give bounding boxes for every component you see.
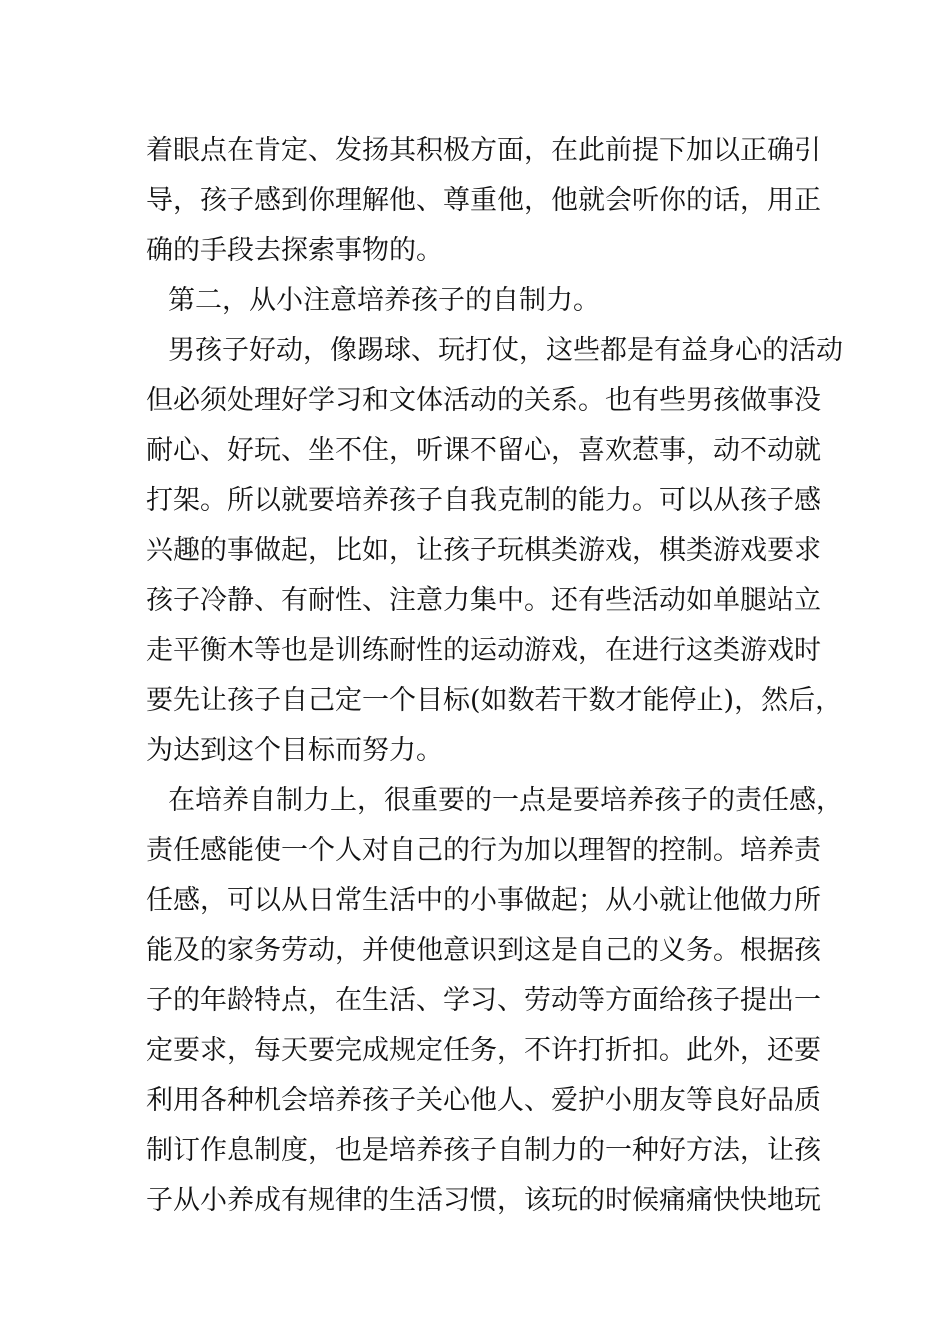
- text-line: 子从小养成有规律的生活习惯，该玩的时候痛痛快快地玩: [146, 1185, 821, 1216]
- text-line: 在培养自制力上，很重要的一点是要培养孩子的责任感，: [168, 785, 843, 816]
- text-line: 责任感能使一个人对自己的行为加以理智的控制。培养责: [146, 835, 821, 866]
- text-line: 利用各种机会培养孩子关心他人、爱护小朋友等良好品质: [146, 1085, 821, 1116]
- text-line: 确的手段去探索事物的。: [146, 235, 443, 266]
- text-line: 能及的家务劳动，并使他意识到这是自己的义务。根据孩: [146, 935, 821, 966]
- text-line: 兴趣的事做起，比如，让孩子玩棋类游戏，棋类游戏要求: [146, 535, 821, 566]
- text-line: 要先让孩子自己定一个目标(如数若干数才能停止)，然后，: [146, 685, 843, 716]
- text-line: 着眼点在肯定、发扬其积极方面，在此前提下加以正确引: [146, 135, 821, 166]
- text-line: 打架。所以就要培养孩子自我克制的能力。可以从孩子感: [146, 485, 821, 516]
- section-heading: 第二，从小注意培养孩子的自制力。: [168, 285, 600, 316]
- text-line: 走平衡木等也是训练耐性的运动游戏，在进行这类游戏时: [146, 635, 821, 666]
- text-line: 任感，可以从日常生活中的小事做起；从小就让他做力所: [146, 885, 821, 916]
- text-line: 制订作息制度，也是培养孩子自制力的一种好方法，让孩: [146, 1135, 821, 1166]
- text-line: 男孩子好动，像踢球、玩打仗，这些都是有益身心的活动: [168, 335, 843, 366]
- text-line: 但必须处理好学习和文体活动的关系。也有些男孩做事没: [146, 385, 821, 416]
- text-line: 耐心、好玩、坐不住，听课不留心，喜欢惹事，动不动就: [146, 435, 821, 466]
- text-line: 子的年龄特点，在生活、学习、劳动等方面给孩子提出一: [146, 985, 821, 1016]
- text-line: 孩子冷静、有耐性、注意力集中。还有些活动如单腿站立: [146, 585, 821, 616]
- text-line: 导，孩子感到你理解他、尊重他，他就会听你的话，用正: [146, 185, 821, 216]
- text-line: 为达到这个目标而努力。: [146, 735, 443, 766]
- text-line: 定要求，每天要完成规定任务，不许打折扣。此外，还要: [146, 1035, 821, 1066]
